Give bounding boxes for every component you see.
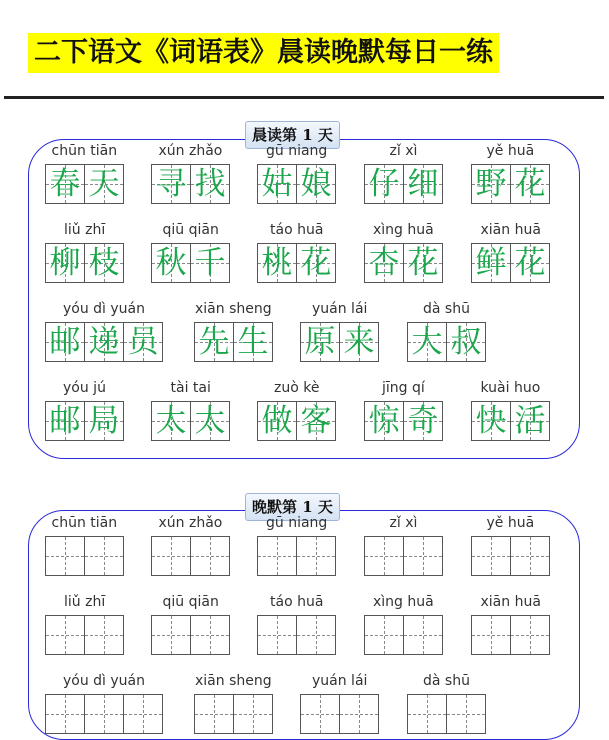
pinyin-label: yuán lái	[312, 301, 368, 317]
word-grid[interactable]	[407, 694, 486, 734]
word-grid	[257, 164, 336, 204]
word-grid[interactable]	[45, 694, 163, 734]
pinyin-label: xìng huā	[373, 594, 434, 610]
character-cell	[510, 243, 550, 283]
character-cell	[296, 164, 336, 204]
character-cell[interactable]	[233, 694, 273, 734]
character: 生	[237, 324, 269, 360]
page-title: 二下语文《词语表》晨读晚默每日一练	[28, 33, 499, 73]
character: 找	[194, 166, 226, 202]
word-grid[interactable]	[257, 615, 336, 655]
character: 花	[407, 245, 439, 281]
word-grid[interactable]	[151, 615, 230, 655]
character: 太	[194, 403, 226, 439]
word-grid	[300, 322, 379, 362]
character-cell	[190, 401, 230, 441]
character-cell[interactable]	[446, 694, 486, 734]
character-cell	[45, 322, 85, 362]
word-grid	[45, 322, 163, 362]
word-grid[interactable]	[257, 536, 336, 576]
word-grid	[471, 243, 550, 283]
character: 娘	[300, 166, 332, 202]
pinyin-label: gū niang	[266, 143, 328, 159]
pinyin-label: táo huā	[270, 594, 324, 610]
pinyin-label: chūn tiān	[51, 515, 118, 531]
character-cell[interactable]	[123, 694, 163, 734]
character-cell[interactable]	[151, 536, 191, 576]
character-cell[interactable]	[510, 615, 550, 655]
character-cell	[45, 164, 85, 204]
morning-reading-label: 晨读第 1 天	[245, 121, 340, 149]
pinyin-label: zǐ xì	[389, 515, 418, 531]
character: 花	[514, 166, 546, 202]
word-grid[interactable]	[300, 694, 379, 734]
pinyin-label: yóu dì yuán	[63, 301, 146, 317]
pinyin-label: qiū qiān	[162, 222, 219, 238]
character-cell	[84, 164, 124, 204]
character-cell	[45, 243, 85, 283]
character: 春	[49, 166, 81, 202]
character-cell[interactable]	[300, 694, 340, 734]
character-cell[interactable]	[84, 615, 124, 655]
character: 大	[411, 324, 443, 360]
character: 局	[88, 403, 120, 439]
character-cell	[364, 164, 404, 204]
character-cell	[510, 401, 550, 441]
character-cell[interactable]	[45, 615, 85, 655]
character-cell[interactable]	[45, 536, 85, 576]
character: 千	[194, 245, 226, 281]
character-cell	[296, 243, 336, 283]
character: 员	[127, 324, 159, 360]
pinyin-label: xún zhǎo	[158, 143, 223, 159]
character-cell[interactable]	[403, 536, 443, 576]
character-cell	[446, 322, 486, 362]
word-grid	[45, 164, 124, 204]
pinyin-label: liǔ zhī	[64, 222, 106, 238]
character: 邮	[49, 324, 81, 360]
character-cell[interactable]	[407, 694, 447, 734]
character-cell[interactable]	[403, 615, 443, 655]
character-cell[interactable]	[84, 694, 124, 734]
pinyin-label: dà shū	[423, 673, 470, 689]
character-cell	[84, 401, 124, 441]
character-cell	[45, 401, 85, 441]
pinyin-label: xún zhǎo	[158, 515, 223, 531]
character-cell	[339, 322, 379, 362]
character: 邮	[49, 403, 81, 439]
word-grid	[151, 401, 230, 441]
character: 先	[198, 324, 230, 360]
character: 惊	[368, 403, 400, 439]
character-cell	[257, 243, 297, 283]
character: 太	[155, 403, 187, 439]
character-cell	[190, 164, 230, 204]
word-grid	[364, 164, 443, 204]
word-grid	[151, 243, 230, 283]
character: 柳	[49, 245, 81, 281]
pinyin-label: yóu dì yuán	[63, 673, 146, 689]
pinyin-label: liǔ zhī	[64, 594, 106, 610]
character-cell[interactable]	[339, 694, 379, 734]
character-cell	[257, 401, 297, 441]
character-cell	[407, 322, 447, 362]
word-grid[interactable]	[45, 536, 124, 576]
word-grid	[364, 243, 443, 283]
pinyin-label: xiān sheng	[195, 673, 272, 689]
pinyin-label: yě huā	[486, 143, 535, 159]
character-cell	[403, 401, 443, 441]
word-grid	[45, 401, 124, 441]
pinyin-label: zǐ xì	[389, 143, 418, 159]
pinyin-label: xiān sheng	[195, 301, 272, 317]
character-cell[interactable]	[84, 536, 124, 576]
character-cell	[364, 401, 404, 441]
character-cell	[403, 243, 443, 283]
word-grid	[257, 243, 336, 283]
pinyin-label: zuò kè	[274, 380, 320, 396]
character: 细	[407, 166, 439, 202]
pinyin-label: chūn tiān	[51, 143, 118, 159]
character-cell[interactable]	[364, 536, 404, 576]
character: 姑	[261, 166, 293, 202]
pinyin-label: xìng huā	[373, 222, 434, 238]
character: 活	[514, 403, 546, 439]
character: 快	[475, 403, 507, 439]
word-grid	[45, 243, 124, 283]
character: 花	[300, 245, 332, 281]
character-cell	[151, 401, 191, 441]
character-cell	[151, 243, 191, 283]
character: 花	[514, 245, 546, 281]
character-cell	[194, 322, 234, 362]
character-cell	[257, 164, 297, 204]
word-grid	[194, 322, 273, 362]
character: 野	[475, 166, 507, 202]
word-grid	[471, 401, 550, 441]
pinyin-label: yuán lái	[312, 673, 368, 689]
pinyin-label: qiū qiān	[162, 594, 219, 610]
character-cell	[296, 401, 336, 441]
character: 桃	[261, 245, 293, 281]
evening-dictation-label: 晚默第 1 天	[245, 493, 340, 521]
character-cell[interactable]	[510, 536, 550, 576]
word-grid[interactable]	[471, 615, 550, 655]
word-grid[interactable]	[364, 615, 443, 655]
pinyin-label: xiān huā	[480, 594, 541, 610]
word-grid	[471, 164, 550, 204]
word-grid[interactable]	[151, 536, 230, 576]
character: 奇	[407, 403, 439, 439]
word-grid	[257, 401, 336, 441]
pinyin-label: kuài huo	[480, 380, 541, 396]
pinyin-label: gū niang	[266, 515, 328, 531]
character: 做	[261, 403, 293, 439]
character-cell[interactable]	[151, 615, 191, 655]
character: 秋	[155, 245, 187, 281]
character-cell[interactable]	[194, 694, 234, 734]
character-cell	[471, 164, 511, 204]
character-cell[interactable]	[190, 615, 230, 655]
character: 鲜	[475, 245, 507, 281]
character-cell	[510, 164, 550, 204]
word-grid[interactable]	[194, 694, 273, 734]
character: 寻	[155, 166, 187, 202]
character-cell	[233, 322, 273, 362]
character-cell[interactable]	[45, 694, 85, 734]
character-cell[interactable]	[296, 615, 336, 655]
word-grid[interactable]	[471, 536, 550, 576]
character: 天	[88, 166, 120, 202]
character-cell[interactable]	[257, 615, 297, 655]
character-cell	[364, 243, 404, 283]
character-cell[interactable]	[364, 615, 404, 655]
character-cell[interactable]	[190, 536, 230, 576]
pinyin-label: yóu jú	[63, 380, 106, 396]
character-cell	[471, 401, 511, 441]
character: 杏	[368, 245, 400, 281]
title-divider	[4, 96, 604, 99]
character: 仔	[368, 166, 400, 202]
character: 递	[88, 324, 120, 360]
pinyin-label: xiān huā	[480, 222, 541, 238]
pinyin-label: tài tai	[170, 380, 211, 396]
word-grid[interactable]	[45, 615, 124, 655]
character: 枝	[88, 245, 120, 281]
character: 客	[300, 403, 332, 439]
character-cell	[84, 322, 124, 362]
character-cell	[300, 322, 340, 362]
character-cell	[84, 243, 124, 283]
word-grid	[364, 401, 443, 441]
word-grid[interactable]	[364, 536, 443, 576]
character: 叔	[450, 324, 482, 360]
character-cell	[123, 322, 163, 362]
character-cell[interactable]	[257, 536, 297, 576]
pinyin-label: dà shū	[423, 301, 470, 317]
character-cell[interactable]	[471, 536, 511, 576]
character-cell	[151, 164, 191, 204]
character-cell	[471, 243, 511, 283]
character-cell[interactable]	[296, 536, 336, 576]
character: 原	[304, 324, 336, 360]
pinyin-label: jīng qí	[382, 380, 425, 396]
character-cell	[190, 243, 230, 283]
word-grid	[151, 164, 230, 204]
word-grid	[407, 322, 486, 362]
character-cell[interactable]	[471, 615, 511, 655]
character: 来	[343, 324, 375, 360]
pinyin-label: yě huā	[486, 515, 535, 531]
pinyin-label: táo huā	[270, 222, 324, 238]
character-cell	[403, 164, 443, 204]
